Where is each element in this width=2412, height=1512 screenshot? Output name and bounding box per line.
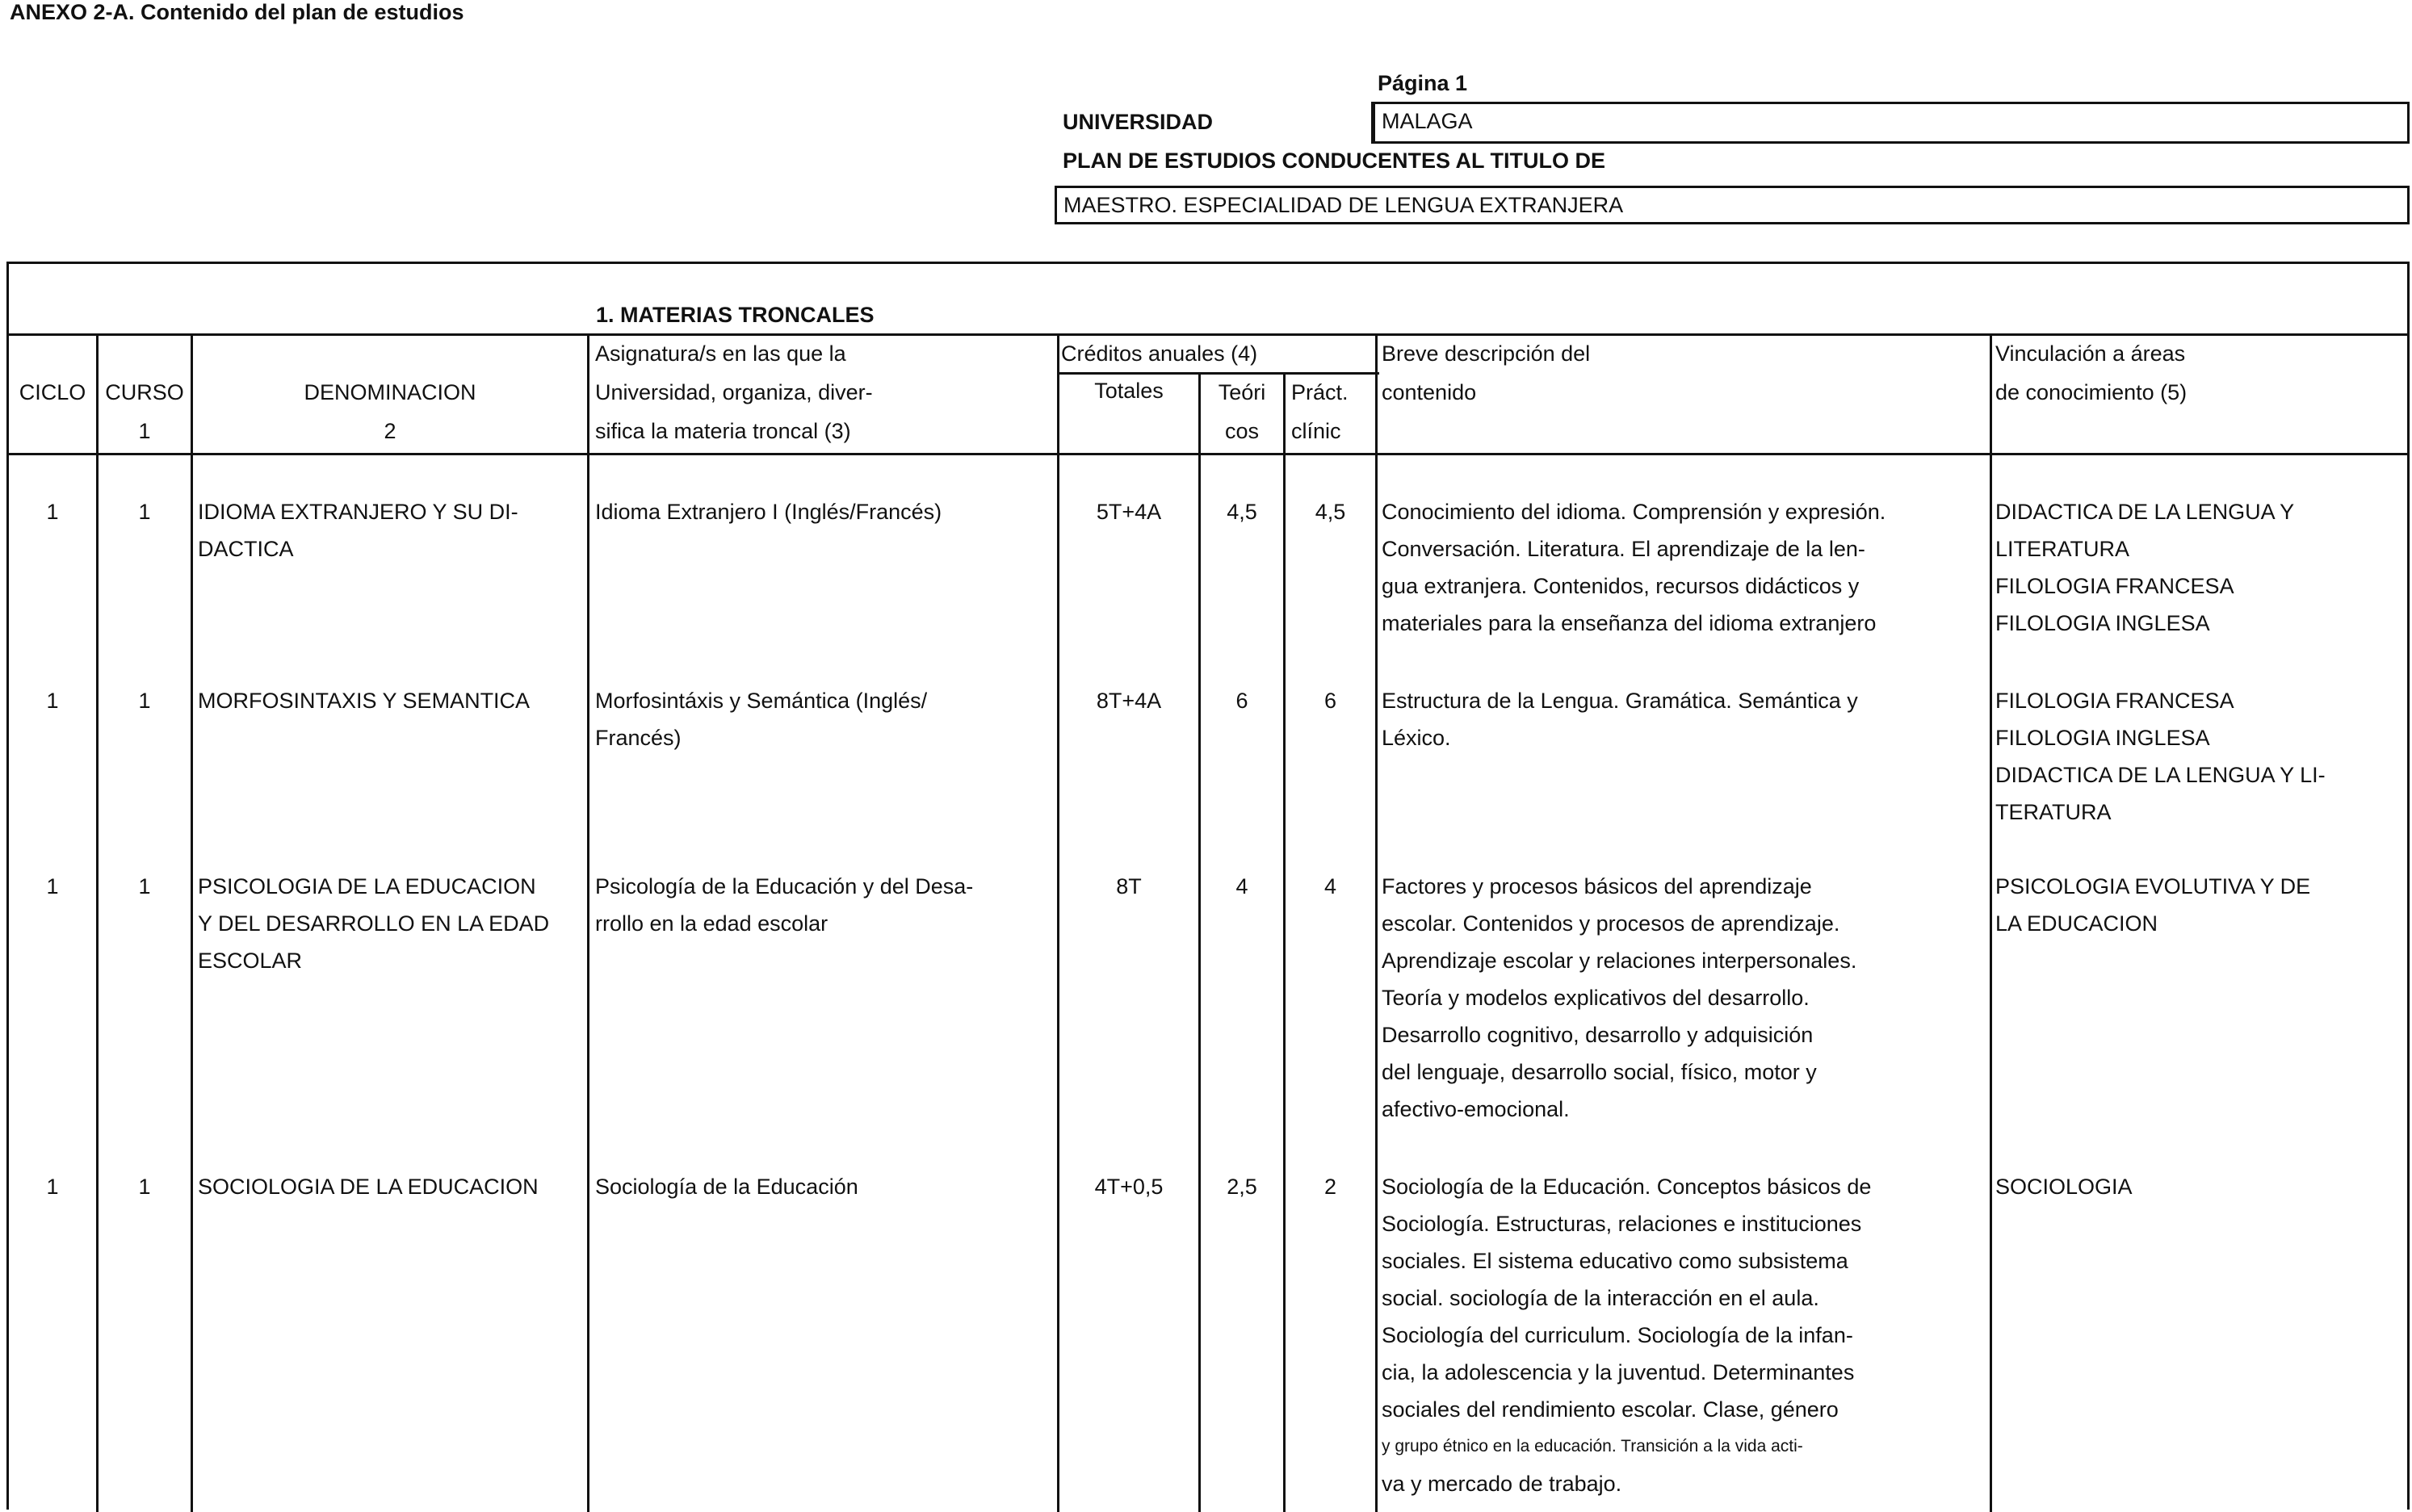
row-curso: 1 [138,1175,151,1199]
row-totales: 5T+4A [1096,500,1162,524]
row-descripcion-line: y grupo étnico en la educación. Transición a la vida acti- [1382,1437,1803,1455]
row-descripcion-line: Conocimiento del idioma. Comprensión y expresión. [1382,500,1886,524]
row-descripcion-line: afectivo-emocional. [1382,1097,1570,1121]
row-area-line: LITERATURA [1995,537,2130,561]
row-teoricos: 4 [1235,874,1248,898]
col-divider [1375,333,1378,1512]
row-asignatura-line: Idioma Extranjero I (Inglés/Francés) [595,500,942,524]
row-area-line: LA EDUCACION [1995,911,2158,936]
col-ciclo: CICLO [19,380,86,404]
col-areas-2: de conocimiento (5) [1995,380,2188,404]
row-denominacion-line: MORFOSINTAXIS Y SEMANTICA [198,689,531,713]
row-descripcion-line: Factores y procesos básicos del aprendizaje [1382,874,1812,898]
col-curso: CURSO [105,380,184,404]
row-ciclo: 1 [46,500,59,524]
row-area-line: DIDACTICA DE LA LENGUA Y [1995,500,2295,524]
row-curso: 1 [138,689,151,713]
row-asignatura-line: rrollo en la edad escolar [595,911,828,936]
row-descripcion-line: sociales. El sistema educativo como subsistema [1382,1249,1848,1273]
row-descripcion-line: va y mercado de trabajo. [1382,1472,1622,1496]
row-totales: 8T+4A [1096,689,1162,713]
row-teoricos: 4,5 [1227,500,1257,524]
row-descripcion-line: materiales para la enseñanza del idioma extranjero [1382,611,1877,635]
row-descripcion-line: cia, la adolescencia y la juventud. Determinantes [1382,1360,1855,1384]
row-area-line: FILOLOGIA INGLESA [1995,611,2210,635]
row-asignatura-line: Psicología de la Educación y del Desa- [595,874,974,898]
col-teoricos-1: Teóri [1218,380,1266,404]
row-denominacion-line: ESCOLAR [198,949,303,973]
col-totales: Totales [1094,379,1164,403]
row-descripcion-line: Aprendizaje escolar y relaciones interpersonales. [1382,949,1857,973]
col-denominacion: DENOMINACION [304,380,476,404]
row-denominacion-line: DACTICA [198,537,294,561]
university-label: UNIVERSIDAD [1063,110,1214,134]
row-practicos: 6 [1323,689,1337,713]
col-practicos-1: Práct. [1291,380,1349,404]
row-descripcion-line: Conversación. Literatura. El aprendizaje de la len- [1382,537,1865,561]
row-ciclo: 1 [46,1175,59,1199]
row-denominacion-line: PSICOLOGIA DE LA EDUCACION [198,874,536,898]
row-descripcion-line: social. sociología de la interacción en el aula. [1382,1286,1819,1310]
header-rule [9,453,2410,455]
row-area-line: FILOLOGIA INGLESA [1995,726,2210,750]
col-descripcion-1: Breve descripción del [1382,341,1591,366]
col-descripcion-2: contenido [1382,380,1477,404]
row-totales: 8T [1116,874,1142,898]
row-ciclo: 1 [46,874,59,898]
col-asignatura-2: Universidad, organiza, diver- [595,380,873,404]
col-divider [1198,372,1201,1512]
row-ciclo: 1 [46,689,59,713]
col-divider [1283,372,1286,1512]
row-area-line: FILOLOGIA FRANCESA [1995,574,2234,598]
row-teoricos: 6 [1235,689,1248,713]
row-descripcion-line: Sociología de la Educación. Conceptos básicos de [1382,1175,1872,1199]
row-area-line: DIDACTICA DE LA LENGUA Y LI- [1995,763,2326,787]
row-curso: 1 [138,874,151,898]
col-asignatura-3: sifica la materia troncal (3) [595,419,851,443]
row-area-line: FILOLOGIA FRANCESA [1995,689,2234,713]
plan-value: MAESTRO. ESPECIALIDAD DE LENGUA EXTRANJERA [1055,186,2410,224]
row-asignatura-line: Morfosintáxis y Semántica (Inglés/ [595,689,928,713]
row-descripcion-line: escolar. Contenidos y procesos de aprendizaje. [1382,911,1840,936]
row-descripcion-line: Teoría y modelos explicativos del desarrollo. [1382,986,1810,1010]
row-practicos: 4 [1323,874,1337,898]
col-curso-num: 1 [138,419,151,443]
col-creditos: Créditos anuales (4) [1061,341,1258,366]
col-areas-1: Vinculación a áreas [1995,341,2186,366]
row-descripcion-line: Sociología del curriculum. Sociología de la infan- [1382,1323,1853,1347]
row-asignatura-line: Francés) [595,726,682,750]
row-descripcion-line: Sociología. Estructuras, relaciones e instituciones [1382,1212,1862,1236]
row-descripcion-line: gua extranjera. Contenidos, recursos didácticos y [1382,574,1860,598]
page-number: Página 1 [1378,71,1468,95]
col-divider [587,333,589,1512]
row-denominacion-line: IDIOMA EXTRANJERO Y SU DI- [198,500,518,524]
plan-label: PLAN DE ESTUDIOS CONDUCENTES AL TITULO DE [1063,149,1606,173]
row-descripcion-line: Léxico. [1382,726,1451,750]
col-teoricos-2: cos [1224,419,1260,443]
document-title: ANEXO 2-A. Contenido del plan de estudios [10,0,464,24]
row-denominacion-line: SOCIOLOGIA DE LA EDUCACION [198,1175,539,1199]
row-asignatura-line: Sociología de la Educación [595,1175,858,1199]
row-descripcion-line: Estructura de la Lengua. Gramática. Semántica y [1382,689,1858,713]
row-practicos: 4,5 [1315,500,1346,524]
col-asignatura-1: Asignatura/s en las que la [595,341,846,366]
col-denominacion-num: 2 [384,419,396,443]
university-value: MALAGA [1371,102,2410,144]
col-divider [1990,333,1992,1512]
row-descripcion-line: sociales del rendimiento escolar. Clase, género [1382,1397,1839,1422]
col-practicos-2: clínic [1291,419,1341,443]
row-curso: 1 [138,500,151,524]
subjects-table [6,262,2410,1510]
row-area-line: SOCIOLOGIA [1995,1175,2133,1199]
row-descripcion-line: Desarrollo cognitivo, desarrollo y adquisición [1382,1023,1814,1047]
row-area-line: PSICOLOGIA EVOLUTIVA Y DE [1995,874,2311,898]
row-descripcion-line: del lenguaje, desarrollo social, físico, motor y [1382,1060,1817,1084]
col-divider [191,333,193,1512]
row-teoricos: 2,5 [1227,1175,1257,1199]
section-title: 1. MATERIAS TRONCALES [596,303,875,327]
row-practicos: 2 [1323,1175,1337,1199]
row-area-line: TERATURA [1995,800,2112,824]
row-totales: 4T+0,5 [1094,1175,1164,1199]
row-denominacion-line: Y DEL DESARROLLO EN LA EDAD [198,911,550,936]
